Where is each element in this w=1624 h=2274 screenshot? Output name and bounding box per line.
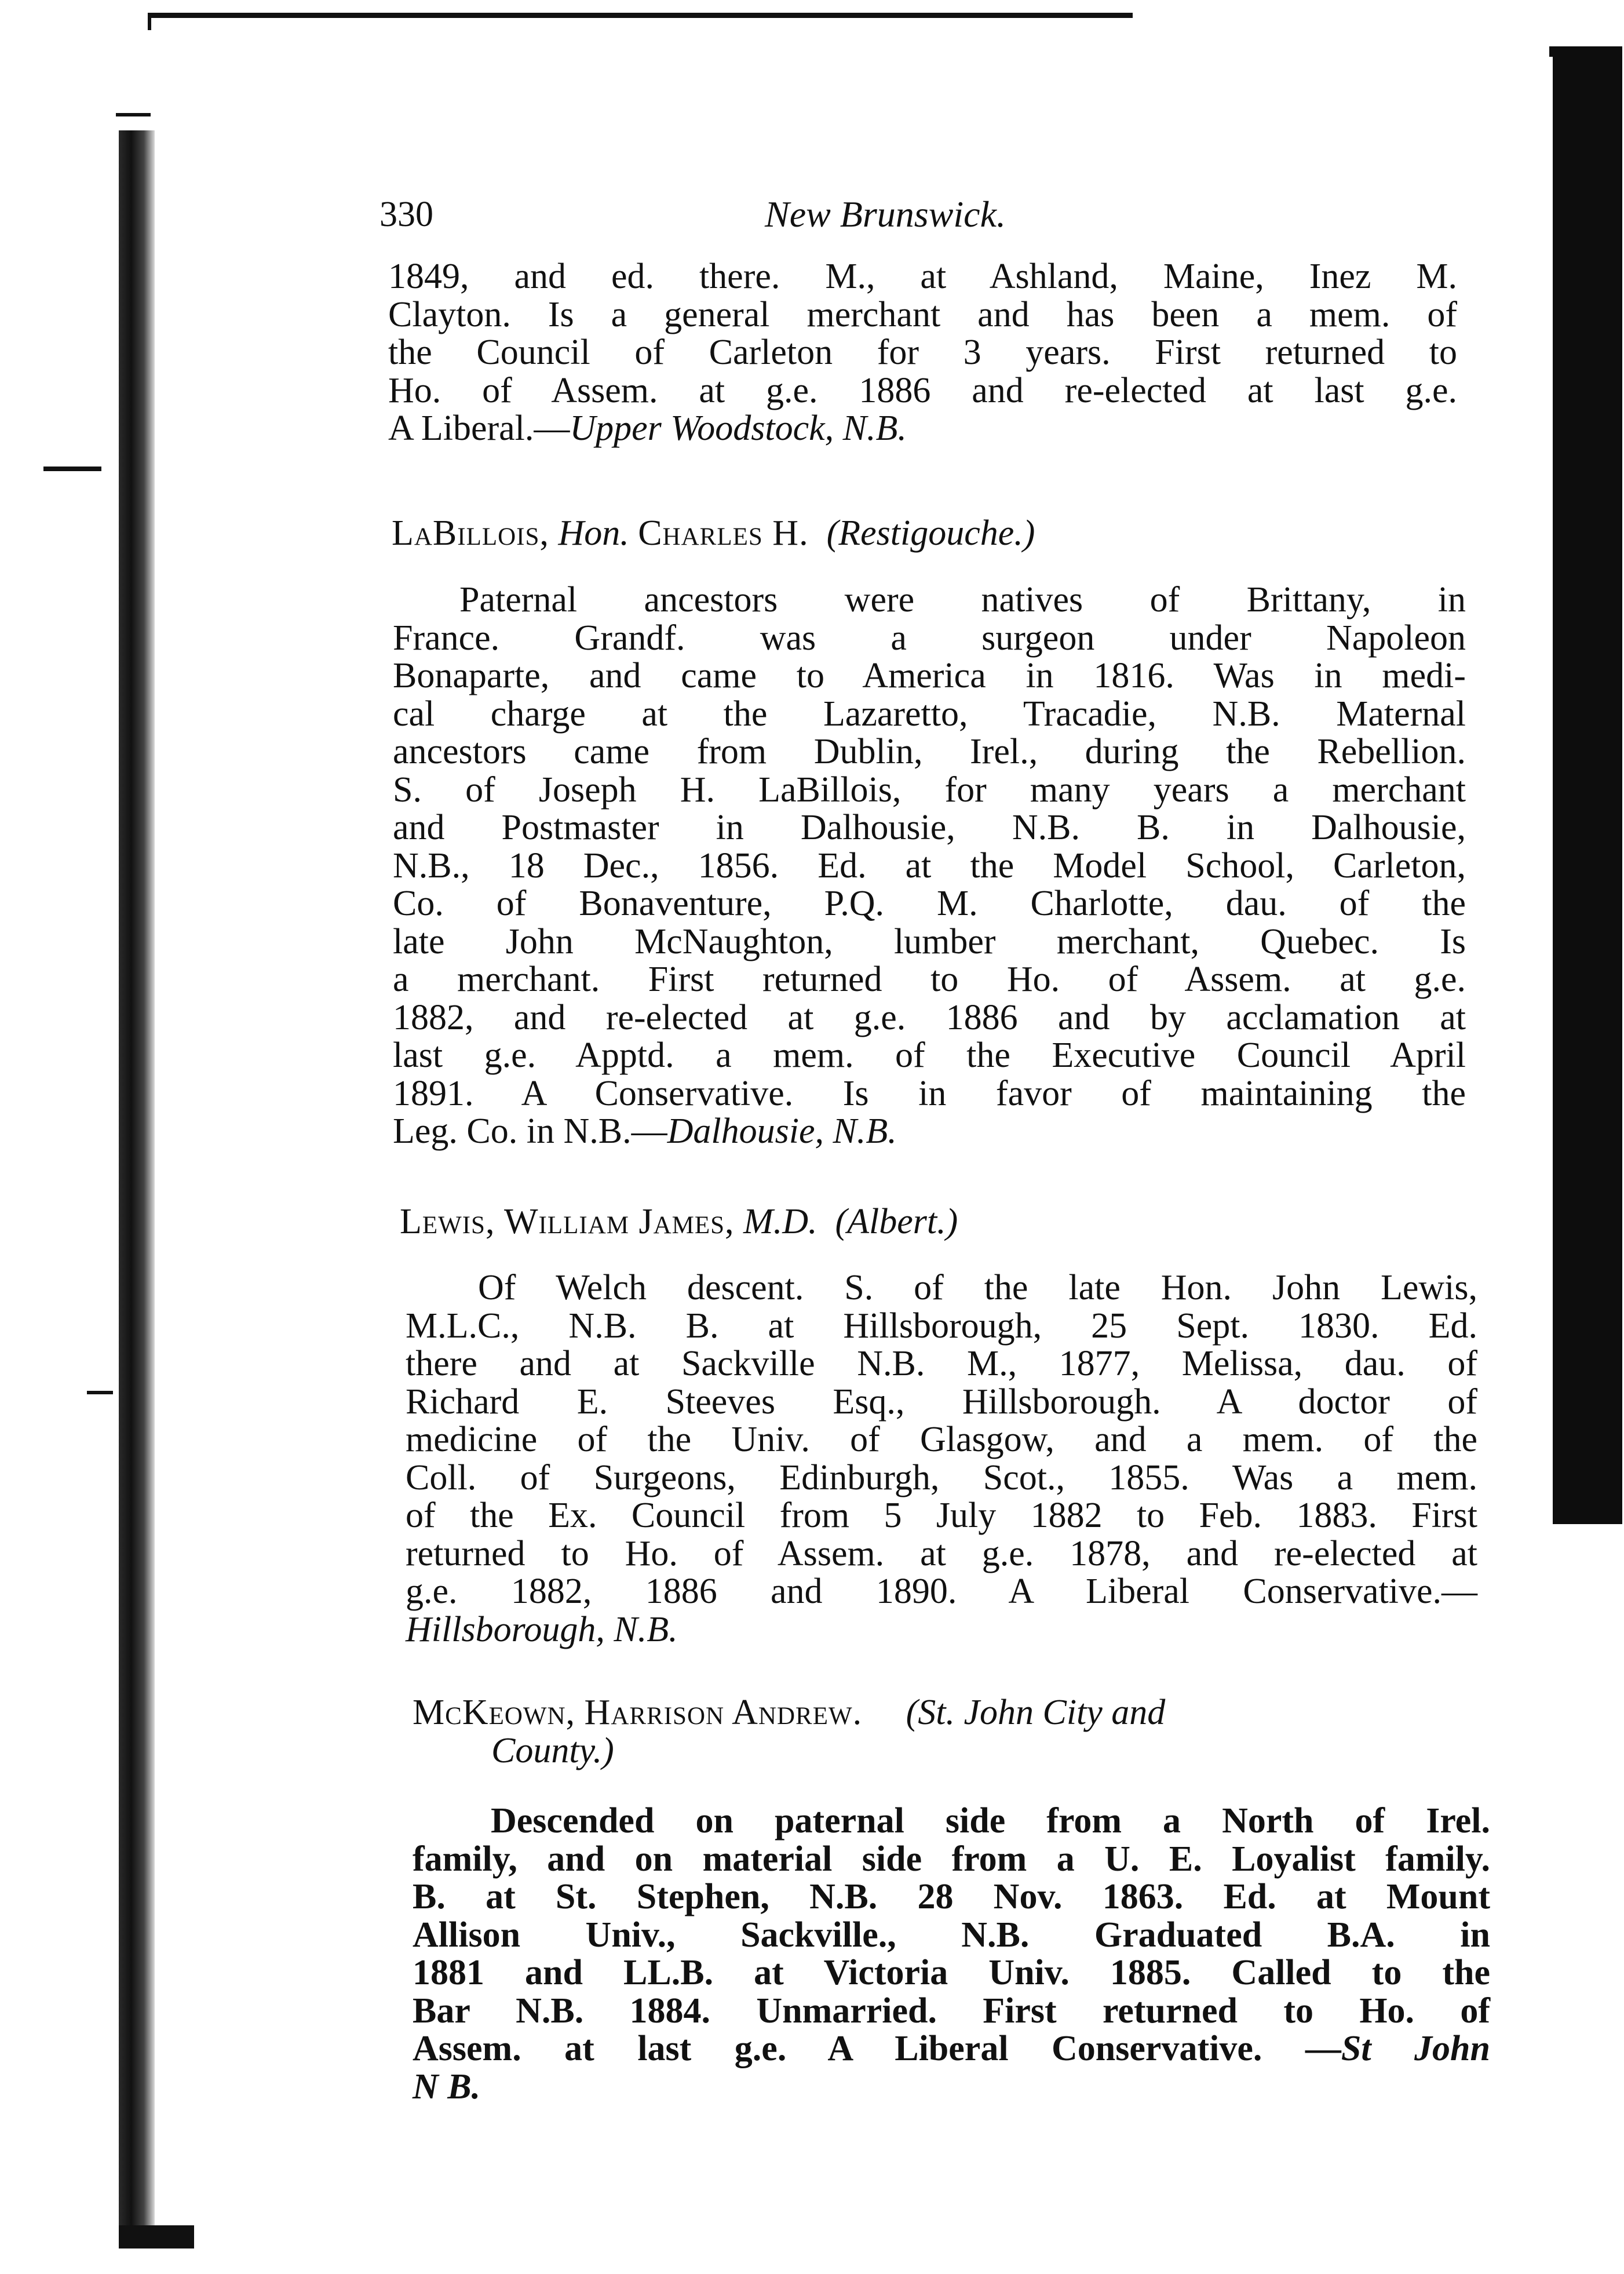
entry-given-names: Harrison Andrew. [584,1693,863,1732]
entry-surname: LaBillois, [392,513,549,553]
text-line: M.L.C., N.B. B. at Hillsborough, 25 Sept. 1830. Ed. [406,1306,1477,1346]
text-line: Co. of Bonaventure, P.Q. M. Charlotte, dau. of the [393,884,1466,923]
entry-honorific: Hon. [558,513,629,553]
text-line: and Postmaster in Dalhousie, N.B. B. in Dalhousie, [393,808,1466,847]
text-line: 1882, and re-elected at g.e. 1886 and by acclamation at [393,997,1466,1037]
scan-margin-tick [43,467,101,471]
continuation-paragraph [388,258,1457,448]
place-of-residence: St John [1341,2029,1490,2068]
text-line: of the Ex. Council from 5 July 1882 to Feb. 1883. First [406,1496,1477,1535]
text-line: 1891. A Conservative. Is in favor of maintaining the [393,1073,1466,1113]
place-of-residence: Hillsborough, N.B. [406,1609,678,1649]
scan-right-edge-shadow [1553,46,1622,1524]
text-line: N.B., 18 Dec., 1856. Ed. at the Model School, Carleton, [393,846,1466,885]
text-line: S. of Joseph H. LaBillois, for many years a merchant [393,770,1466,810]
scan-binding-shadow-foot [119,2225,194,2249]
place-of-residence: Dalhousie, N.B. [667,1112,897,1151]
scan-top-rule-tick [148,13,151,30]
scan-top-rule [148,13,1133,18]
text-line: Clayton. Is a general merchant and has been a mem. of [388,294,1457,334]
entry-riding-continued: County.) [491,1731,614,1770]
entry-heading-mckeown [413,1692,1165,1733]
text-line: Bar N.B. 1884. Unmarried. First returned to Ho. of [413,1991,1490,2031]
text-line: returned to Ho. of Assem. at g.e. 1878, and re-elected at [406,1533,1477,1573]
text-line: Richard E. Steeves Esq., Hillsborough. A doctor of [406,1382,1477,1422]
entry-body-mckeown [413,1802,1490,2106]
text-line: there and at Sackville N.B. M., 1877, Melissa, dau. of [406,1344,1477,1383]
entry-body-lewis [406,1269,1477,1649]
text-line: cal charge at the Lazaretto, Tracadie, N.B. Maternal [393,694,1466,734]
entry-heading-labillois [392,513,1035,553]
text-line: a merchant. First returned to Ho. of Assem. at g.e. [393,960,1466,999]
text-line: 1849, and ed. there. M., at Ashland, Maine, Inez M. [388,257,1457,296]
entry-heading-lewis [400,1201,958,1242]
text-fragment: Assem. at last g.e. A Liberal Conservative. — [413,2029,1341,2068]
text-line: Allison Univ., Sackville., N.B. Graduated B.A. in [413,1915,1490,1955]
text-line: late John McNaughton, lumber merchant, Quebec. Is [393,921,1466,961]
text-line: 1881 and LL.B. at Victoria Univ. 1885. Called to the [413,1953,1490,1992]
page-header [379,188,1527,240]
text-line: family, and on material side from a U. E. Loyalist family. [413,1839,1490,1879]
entry-degree: M.D. [743,1202,818,1241]
running-title: New Brunswick. [765,194,1006,235]
text-line: last g.e. Apptd. a mem. of the Executive Council April [393,1036,1466,1075]
text-line [393,1113,1466,1151]
text-line [388,410,1457,448]
entry-riding: (St. John City and [906,1693,1166,1732]
text-line [413,2030,1490,2068]
text-fragment: A Liberal.— [388,409,570,448]
entry-heading-mckeown-cont [491,1730,614,1771]
scan-binding-shadow [119,130,155,2246]
entry-surname: Lewis, [400,1202,495,1241]
entry-given-names: Charles H. [638,513,809,553]
entry-riding: (Albert.) [835,1202,958,1241]
entry-body-labillois [393,581,1466,1151]
text-line: ancestors came from Dublin, Irel., during the Rebellion. [393,732,1466,771]
text-line: Descended on paternal side from a North of Irel. [491,1801,1490,1841]
scan-margin-tick [116,113,151,116]
text-line: Bonaparte, and came to America in 1816. Was in medi- [393,656,1466,695]
text-line: g.e. 1882, 1886 and 1890. A Liberal Conservative.— [406,1572,1477,1611]
scan-margin-tick [87,1391,113,1394]
entry-surname: McKeown, [413,1693,576,1732]
place-of-residence-continued: N B. [413,2067,481,2107]
text-line: the Council of Carleton for 3 years. First returned to [388,333,1457,372]
entry-given-names: William James, [503,1202,735,1241]
entry-riding: (Restigouche.) [826,513,1035,553]
text-line: Of Welch descent. S. of the late Hon. John Lewis, [478,1268,1477,1307]
text-line: medicine of the Univ. of Glasgow, and a mem. of the [406,1420,1477,1459]
text-line: Paternal ancestors were natives of Brittany, in [459,580,1466,619]
text-fragment: Leg. Co. in N.B.— [393,1112,667,1151]
text-line: France. Grandf. was a surgeon under Napoleon [393,618,1466,658]
text-line: Ho. of Assem. at g.e. 1886 and re-elected at last g.e. [388,370,1457,410]
text-line: B. at St. Stephen, N.B. 28 Nov. 1863. Ed. at Mount [413,1877,1490,1916]
text-line: Coll. of Surgeons, Edinburgh, Scot., 1855. Was a mem. [406,1457,1477,1497]
page-number: 330 [379,195,433,234]
place-of-residence: Upper Woodstock, N.B. [570,409,907,448]
